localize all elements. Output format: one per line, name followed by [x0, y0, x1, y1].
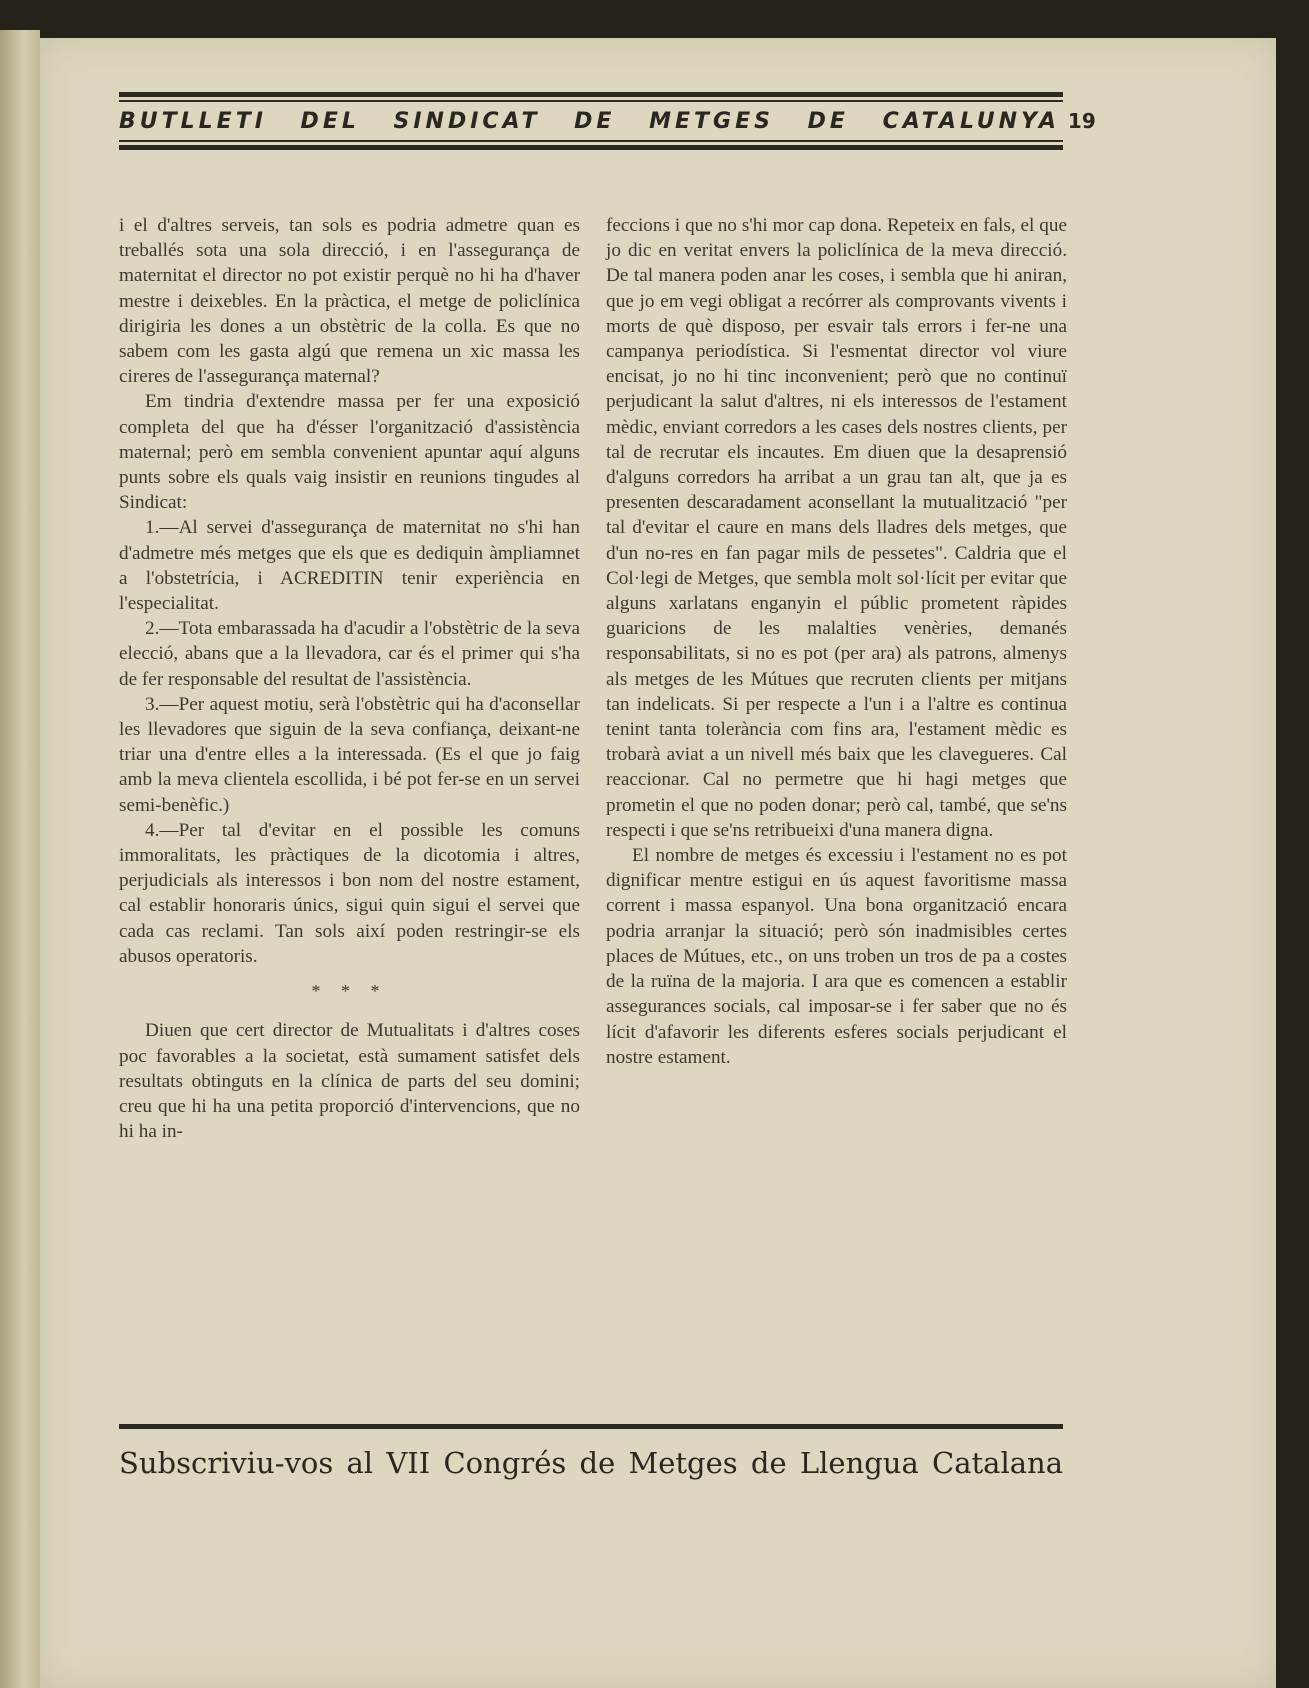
header-top-rule-thick [119, 92, 1063, 97]
paragraph: Diuen que cert director de Mutualitats i d'altres coses poc favorables a la societat, està sumament satisfet dels resultats obtinguts en la clínica de parts del seu domini; creu que hi ha una petita proporció d'intervencions, que no hi ha in- [119, 1020, 580, 1143]
numbered-paragraph: 3.—Per aquest motiu, serà l'obstètric qui ha d'aconsellar les llevadores que siguin de la seva confiança, deixant-ne triar una d'entre elles a la interessada. (Es el que jo faig amb la meva clientela escollida, i bé pot fer-se en un servei semi-benèfic.) [119, 693, 580, 816]
journal-title: BUTLLETI DEL SINDICAT DE METGES DE CATALUNYA [119, 108, 1060, 134]
paragraph: El nombre de metges és excessiu i l'estament no es pot dignificar mentre estigui en ús aquest favoritisme massa corrent i massa espanyol. Una bona organització encara podria arranjar la situació; però són inadmisibles certes places de Mútues, etc., on uns troben un tros de pa a costes de la ruïna de la majoria. I ara que es comencen a establir assegurances socials, cal imposar-se i fer saber que no és lícit d'afavorir les diferents esferes socials perjudicant el nostre estament. [606, 845, 1067, 1068]
numbered-paragraph: 1.—Al servei d'assegurança de maternitat no s'hi han d'admetre més metges que els que es dediquin àmpliamnet a l'obstetrícia, i ACREDITIN tenir experiència en l'especialitat. [119, 517, 580, 615]
running-header [119, 92, 1096, 186]
paragraph: feccions i que no s'hi mor cap dona. Repeteix en fals, el que jo dic en veritat envers la policlínica de la meva direcció. De tal manera poden anar les coses, i sembla que hi aniran, que jo em vegi obligat a recórrer als comprovants vivents i morts de què disposo, per esvair tals errors i fer-ne una campanya periodística. Si l'esmentat director vol viure encisat, jo no hi tinc inconvenient; però que no continuï perjudicant la salut d'altres, ni els interessos de l'estament mèdic, enviant corredors a les cases dels nostres clients, per tal de recrutar els incautes. Em diuen que la desaprensió d'alguns corredors ha arribat a un grau tan alt, que ja es presenten descaradament aconsellant la mutualització "per tal d'evitar el caure en mans dels lladres dels metges, que d'un no-res en fan pagar mils de pessetes". Caldria que el Col·legi de Metges, que sembla molt sol·lícit per evitar que alguns xarlatans enganyin el públic prometent ràpides guaricions de les malalties venèries, demanés responsabilitats, si no es pot (per ara) als patrons, almenys als metges de les Mútues que recruten clients per mitjans tan indelicats. Si per respecte a l'un i a l'altre es continua tenint tanta tolerància com fins ara, l'estament mèdic es trobarà aviat a un nivell més baix que les clavegueres. Cal reaccionar. Cal no permetre que hi hagi metges que prometin el que no poden donar; però cal, també, que se'ns respecti i que se'ns retribueixi d'una manera digna. [606, 215, 1067, 841]
page-number: 19 [1067, 109, 1096, 133]
paragraph: i el d'altres serveis, tan sols es podria admetre quan es treballés sota una sola direcció, i en l'assegurança de maternitat el director no pot existir perquè no hi ha d'haver mestre i deixebles. En la pràctica, el metge de policlínica dirigiria les dones a un obstètric de la colla. Es que no sabem com les gasta algú que remena un xic massa les cireres de l'assegurança maternal? [119, 215, 580, 388]
paragraph: Em tindria d'extendre massa per fer una exposició completa del que ha d'ésser l'organització d'assistència maternal; però em sembla convenient apuntar aquí alguns punts sobre els quals vaig insistir en reunions tingudes al Sindicat: [119, 391, 580, 514]
advertisement-rule [119, 1424, 1063, 1429]
right-text-column [606, 213, 1067, 1070]
numbered-paragraph: 2.—Tota embarassada ha d'acudir a l'obstètric de la seva elecció, abans que a la llevadora, car és el primer qui s'ha de fer responsable del resultat de l'assistència. [119, 618, 580, 690]
congress-advertisement: Subscriviu-vos al VII Congrés de Metges de Llengua Catalana [119, 1446, 1063, 1480]
numbered-paragraph: 4.—Per tal d'evitar en el possible les comuns immoralitats, les pràctiques de la dicotomia i altres, perjudicials als interessos i bon nom del nostre estament, cal establir honoraris únics, sigui quin sigui el servei que cada cas reclami. Tan sols així poden restringir-se els abusos operatoris. [119, 819, 580, 967]
section-separator: * * * [311, 981, 388, 1002]
header-bottom-rule-thick [119, 145, 1063, 150]
header-text-row [119, 104, 1096, 138]
header-top-rule-thin [119, 100, 1063, 102]
header-bottom-rule-thin [119, 140, 1063, 142]
book-spine-edge [0, 30, 40, 1688]
left-text-column [119, 213, 580, 1144]
